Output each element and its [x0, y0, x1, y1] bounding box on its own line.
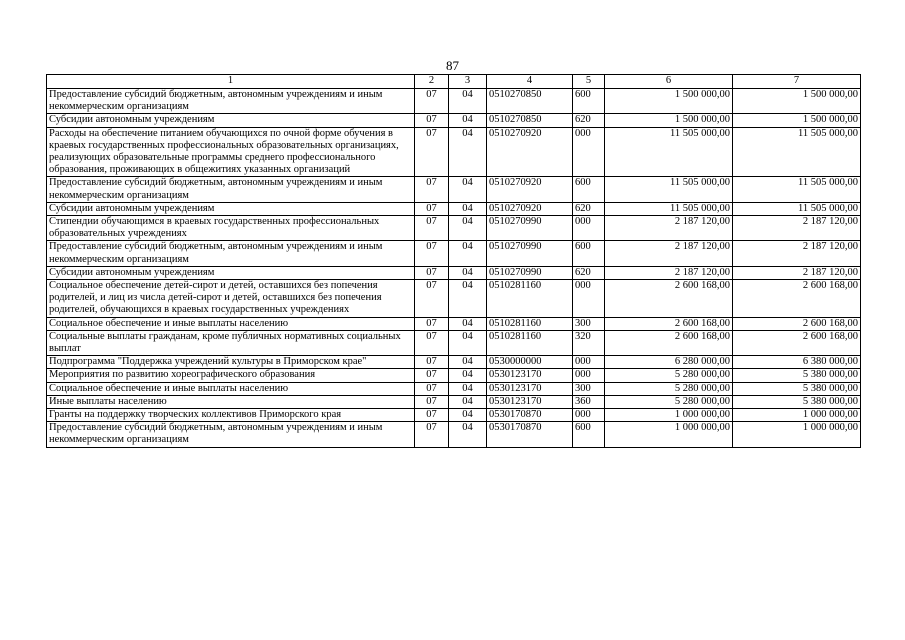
target-article-cell: 0510281160: [487, 317, 573, 330]
subsection-code-cell: 04: [449, 89, 487, 114]
subsection-code-cell: 04: [449, 216, 487, 241]
target-article-cell: 0510270990: [487, 241, 573, 266]
row-name-cell: Социальное обеспечение и иные выплаты населению: [47, 317, 415, 330]
section-code-cell: 07: [415, 317, 449, 330]
row-name-cell: Социальные выплаты гражданам, кроме публичных нормативных социальных выплат: [47, 330, 415, 355]
amount-col7-cell: 11 505 000,00: [733, 177, 861, 202]
section-code-cell: 07: [415, 356, 449, 369]
section-code-cell: 07: [415, 266, 449, 279]
section-code-cell: 07: [415, 216, 449, 241]
amount-col6-cell: 2 600 168,00: [605, 280, 733, 318]
header-cell: 3: [449, 75, 487, 89]
table-row: [47, 177, 861, 202]
row-name-cell: Субсидии автономным учреждениям: [47, 202, 415, 215]
section-code-cell: 07: [415, 280, 449, 318]
section-code-cell: 07: [415, 422, 449, 447]
page-number: 87: [446, 58, 459, 73]
expense-type-cell: 360: [573, 395, 605, 408]
amount-col6-cell: 2 187 120,00: [605, 216, 733, 241]
amount-col7-cell: 2 600 168,00: [733, 280, 861, 318]
expense-type-cell: 300: [573, 382, 605, 395]
section-code-cell: 07: [415, 89, 449, 114]
header-cell: 6: [605, 75, 733, 89]
subsection-code-cell: 04: [449, 266, 487, 279]
expense-type-cell: 600: [573, 177, 605, 202]
target-article-cell: 0530123170: [487, 382, 573, 395]
amount-col6-cell: 11 505 000,00: [605, 127, 733, 177]
row-name-cell: Предоставление субсидий бюджетным, автономным учреждениям и иным некоммерческим организациям: [47, 177, 415, 202]
target-article-cell: 0510270920: [487, 202, 573, 215]
subsection-code-cell: 04: [449, 409, 487, 422]
expense-type-cell: 300: [573, 317, 605, 330]
amount-col7-cell: 2 600 168,00: [733, 330, 861, 355]
amount-col6-cell: 1 000 000,00: [605, 409, 733, 422]
target-article-cell: 0530170870: [487, 422, 573, 447]
row-name-cell: Иные выплаты населению: [47, 395, 415, 408]
table-row: [47, 330, 861, 355]
row-name-cell: Субсидии автономным учреждениям: [47, 114, 415, 127]
section-code-cell: 07: [415, 177, 449, 202]
row-name-cell: Субсидии автономным учреждениям: [47, 266, 415, 279]
table-row: [47, 266, 861, 279]
amount-col7-cell: 2 187 120,00: [733, 216, 861, 241]
table-row: [47, 356, 861, 369]
expense-type-cell: 000: [573, 369, 605, 382]
section-code-cell: 07: [415, 369, 449, 382]
table-row: [47, 89, 861, 114]
amount-col7-cell: 5 380 000,00: [733, 395, 861, 408]
target-article-cell: 0510281160: [487, 330, 573, 355]
header-cell: 2: [415, 75, 449, 89]
section-code-cell: 07: [415, 114, 449, 127]
expense-type-cell: 620: [573, 266, 605, 279]
section-code-cell: 07: [415, 330, 449, 355]
table-row: [47, 127, 861, 177]
row-name-cell: Социальное обеспечение и иные выплаты населению: [47, 382, 415, 395]
table-row: [47, 280, 861, 318]
table-row: [47, 114, 861, 127]
subsection-code-cell: 04: [449, 317, 487, 330]
section-code-cell: 07: [415, 409, 449, 422]
expense-type-cell: 000: [573, 356, 605, 369]
budget-table: [46, 74, 861, 448]
amount-col6-cell: 1 500 000,00: [605, 114, 733, 127]
subsection-code-cell: 04: [449, 369, 487, 382]
table-row: [47, 216, 861, 241]
expense-type-cell: 000: [573, 409, 605, 422]
amount-col7-cell: 1 000 000,00: [733, 422, 861, 447]
subsection-code-cell: 04: [449, 241, 487, 266]
expense-type-cell: 000: [573, 127, 605, 177]
subsection-code-cell: 04: [449, 395, 487, 408]
table-row: [47, 369, 861, 382]
amount-col7-cell: 5 380 000,00: [733, 382, 861, 395]
row-name-cell: Социальное обеспечение детей-сирот и детей, оставшихся без попечения родителей, и лиц из числа детей-сирот и детей, оставшихся без попечения родителей, обучающихся в краевых государственных учреждениях: [47, 280, 415, 318]
row-name-cell: Расходы на обеспечение питанием обучающихся по очной форме обучения в краевых государственных профессиональных образовательных организациях, реализующих образовательные программы среднего профессионального образования, проживающих в общежитиях указанных организаций: [47, 127, 415, 177]
amount-col7-cell: 6 380 000,00: [733, 356, 861, 369]
subsection-code-cell: 04: [449, 114, 487, 127]
section-code-cell: 07: [415, 382, 449, 395]
expense-type-cell: 600: [573, 422, 605, 447]
section-code-cell: 07: [415, 202, 449, 215]
target-article-cell: 0510270990: [487, 266, 573, 279]
expense-type-cell: 000: [573, 216, 605, 241]
amount-col6-cell: 2 600 168,00: [605, 330, 733, 355]
section-code-cell: 07: [415, 241, 449, 266]
subsection-code-cell: 04: [449, 202, 487, 215]
subsection-code-cell: 04: [449, 177, 487, 202]
table-row: [47, 422, 861, 447]
subsection-code-cell: 04: [449, 280, 487, 318]
row-name-cell: Гранты на поддержку творческих коллективов Приморского края: [47, 409, 415, 422]
header-cell: 4: [487, 75, 573, 89]
amount-col7-cell: 2 600 168,00: [733, 317, 861, 330]
amount-col7-cell: 11 505 000,00: [733, 202, 861, 215]
subsection-code-cell: 04: [449, 382, 487, 395]
table-row: [47, 409, 861, 422]
expense-type-cell: 620: [573, 114, 605, 127]
amount-col7-cell: 5 380 000,00: [733, 369, 861, 382]
amount-col6-cell: 6 280 000,00: [605, 356, 733, 369]
section-code-cell: 07: [415, 395, 449, 408]
section-code-cell: 07: [415, 127, 449, 177]
target-article-cell: 0510270850: [487, 114, 573, 127]
row-name-cell: Предоставление субсидий бюджетным, автономным учреждениям и иным некоммерческим организациям: [47, 241, 415, 266]
amount-col6-cell: 2 187 120,00: [605, 241, 733, 266]
amount-col6-cell: 5 280 000,00: [605, 395, 733, 408]
amount-col7-cell: 2 187 120,00: [733, 266, 861, 279]
target-article-cell: 0510270990: [487, 216, 573, 241]
amount-col7-cell: 11 505 000,00: [733, 127, 861, 177]
expense-type-cell: 620: [573, 202, 605, 215]
amount-col6-cell: 1 500 000,00: [605, 89, 733, 114]
table-row: [47, 202, 861, 215]
row-name-cell: Подпрограмма "Поддержка учреждений культуры в Приморском крае": [47, 356, 415, 369]
table-row: [47, 241, 861, 266]
amount-col6-cell: 2 600 168,00: [605, 317, 733, 330]
row-name-cell: Мероприятия по развитию хореографического образования: [47, 369, 415, 382]
header-cell: 5: [573, 75, 605, 89]
target-article-cell: 0510270850: [487, 89, 573, 114]
subsection-code-cell: 04: [449, 422, 487, 447]
row-name-cell: Предоставление субсидий бюджетным, автономным учреждениям и иным некоммерческим организациям: [47, 422, 415, 447]
amount-col6-cell: 11 505 000,00: [605, 177, 733, 202]
expense-type-cell: 600: [573, 241, 605, 266]
subsection-code-cell: 04: [449, 330, 487, 355]
expense-type-cell: 000: [573, 280, 605, 318]
amount-col6-cell: 1 000 000,00: [605, 422, 733, 447]
subsection-code-cell: 04: [449, 356, 487, 369]
amount-col7-cell: 1 500 000,00: [733, 114, 861, 127]
amount-col6-cell: 5 280 000,00: [605, 369, 733, 382]
amount-col7-cell: 2 187 120,00: [733, 241, 861, 266]
target-article-cell: 0530123170: [487, 369, 573, 382]
amount-col6-cell: 2 187 120,00: [605, 266, 733, 279]
amount-col7-cell: 1 000 000,00: [733, 409, 861, 422]
target-article-cell: 0510281160: [487, 280, 573, 318]
header-cell: 1: [47, 75, 415, 89]
table-row: [47, 382, 861, 395]
header-row: [47, 75, 861, 89]
amount-col7-cell: 1 500 000,00: [733, 89, 861, 114]
header-cell: 7: [733, 75, 861, 89]
table-row: [47, 395, 861, 408]
subsection-code-cell: 04: [449, 127, 487, 177]
amount-col6-cell: 5 280 000,00: [605, 382, 733, 395]
expense-type-cell: 320: [573, 330, 605, 355]
expense-type-cell: 600: [573, 89, 605, 114]
target-article-cell: 0530000000: [487, 356, 573, 369]
amount-col6-cell: 11 505 000,00: [605, 202, 733, 215]
target-article-cell: 0530123170: [487, 395, 573, 408]
target-article-cell: 0510270920: [487, 177, 573, 202]
row-name-cell: Стипендии обучающимся в краевых государственных профессиональных образовательных учреждениях: [47, 216, 415, 241]
target-article-cell: 0510270920: [487, 127, 573, 177]
target-article-cell: 0530170870: [487, 409, 573, 422]
row-name-cell: Предоставление субсидий бюджетным, автономным учреждениям и иным некоммерческим организациям: [47, 89, 415, 114]
table-row: [47, 317, 861, 330]
